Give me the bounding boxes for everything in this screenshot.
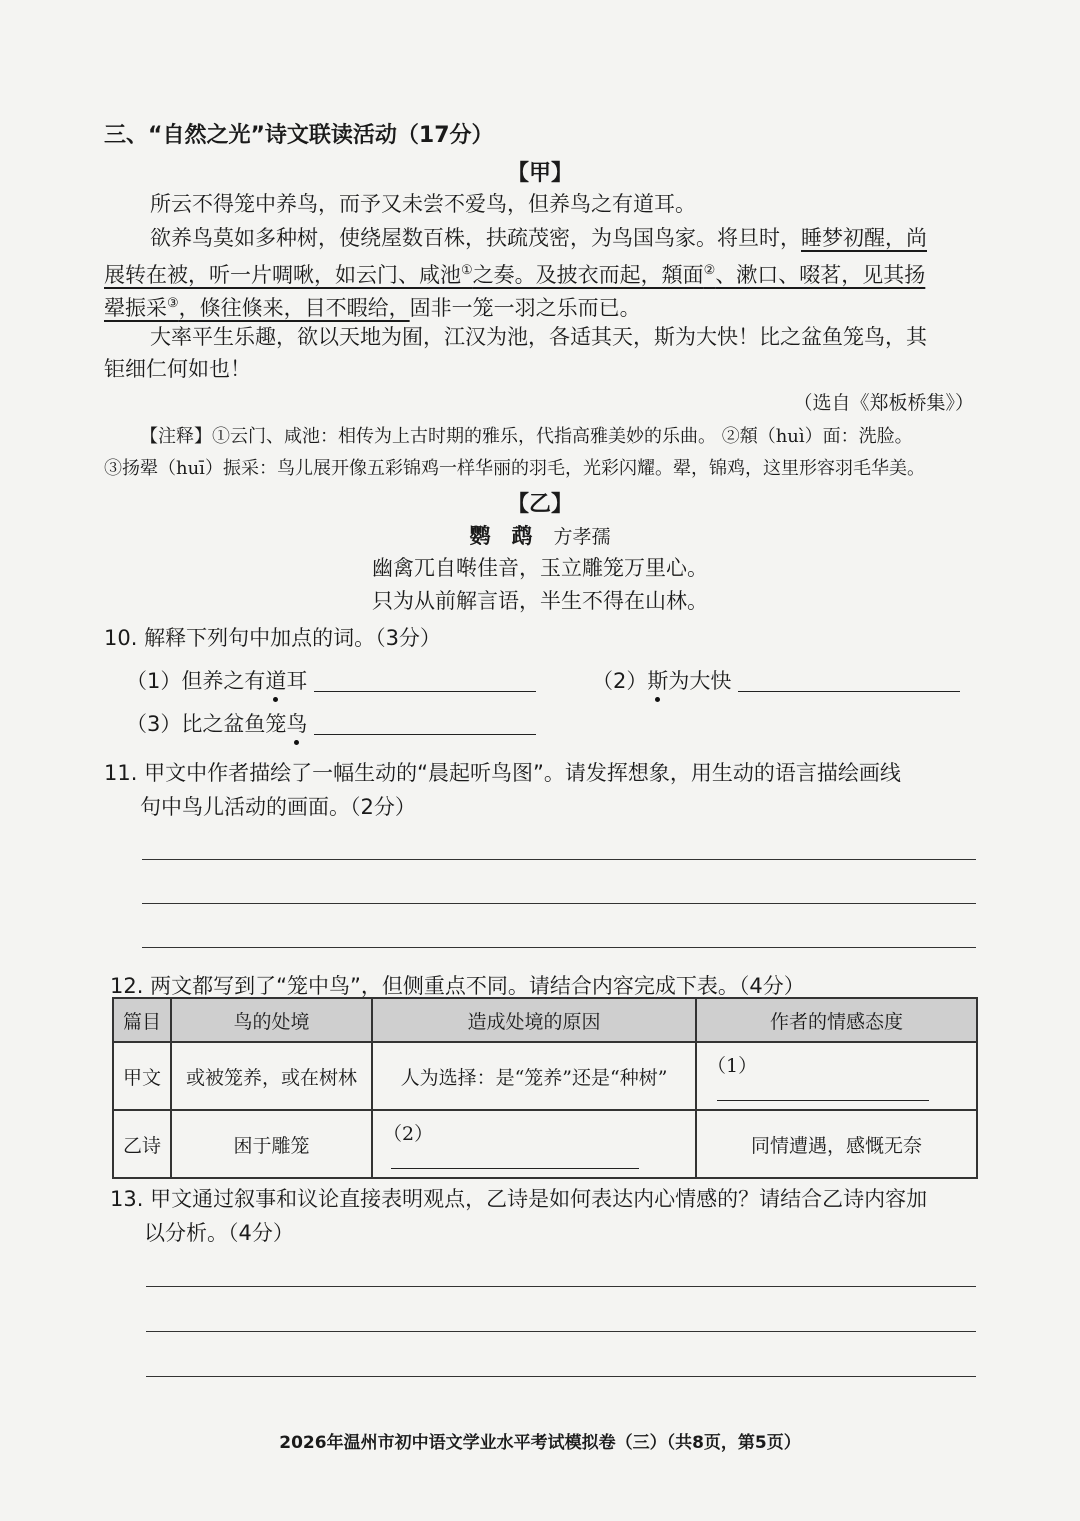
passage-a-p2-line1 [150, 221, 927, 255]
page-footer: 2026年温州市初中语文学业水平考试模拟卷（三）（共8页，第5页） [279, 1433, 801, 1453]
poem-author: 方孝孺 [553, 526, 611, 548]
underlined-sentence [104, 296, 410, 320]
poem-line-2: 只为从前解言语，半生不得在山林。 [372, 589, 708, 613]
q13-answer-line-3[interactable] [146, 1376, 976, 1377]
q10-item3 [126, 708, 536, 738]
poem-line-1: 幽禽兀自啭佳音，玉立雕笼万里心。 [372, 556, 708, 580]
underlined-sentence: 睡梦初醒，尚 [801, 226, 927, 250]
q13-stem-line1: 13. 甲文通过叙事和议论直接表明观点，乙诗是如何表达内心情感的？请结合乙诗内容加 [110, 1187, 928, 1211]
q11-stem-line2: 句中鸟儿活动的画面。（2分） [140, 795, 416, 819]
p2-l2-text: 展转在被，听一片啁啾，如云门、咸池 [104, 263, 461, 287]
annotation-line1: 【注释】①云门、咸池：相传为上古时期的雅乐，代指高雅美妙的乐曲。 ②頮（huì）面：洗脸。 [140, 426, 913, 447]
table-cell: 乙诗 [113, 1110, 171, 1178]
q13-answer-line-2[interactable] [146, 1331, 976, 1332]
q11-stem-line1: 11. 甲文中作者描绘了一幅生动的“晨起听鸟图”。请发挥想象，用生动的语言描绘画线 [104, 761, 901, 785]
q11-answer-line-3[interactable] [142, 947, 976, 948]
q13-answer-line-1[interactable] [146, 1286, 976, 1287]
p2-l3-text-b: ，倏往倏来，目不暇给， [178, 296, 410, 320]
q12-blank-1[interactable] [717, 1078, 929, 1101]
answer-label: （1） [707, 1054, 758, 1077]
passage-source: （选自《郑板桥集》） [793, 392, 974, 414]
q10-item1-text-b: 耳 [286, 669, 308, 693]
footnote-mark-2: ② [703, 263, 716, 278]
table-cell: 甲文 [113, 1042, 171, 1110]
dotted-word: 鸟 [286, 712, 308, 736]
table-cell: 人为选择：是“笼养”还是“种树” [372, 1042, 696, 1110]
passage-a-p1: 所云不得笼中养鸟，而予又未尝不爱鸟，但养鸟之有道耳。 [150, 192, 696, 216]
table-header: 鸟的处境 [171, 998, 372, 1042]
footnote-mark-1: ① [461, 263, 473, 278]
q10-item2-text-b: 为大快 [668, 669, 732, 693]
q10-item3-text: （3）比之盆鱼笼 [126, 712, 287, 736]
poem-b-heading: 【乙】 [506, 492, 573, 517]
table-header: 作者的情感态度 [696, 998, 977, 1042]
q10-item2-text: （2） [592, 669, 648, 693]
q10-item1-text: （1）但养之有 [126, 669, 266, 693]
table-cell: 或被笼养，或在树林 [171, 1042, 372, 1110]
dotted-word: 斯 [647, 669, 669, 693]
q10-item2 [592, 665, 960, 695]
p2-l1-text: 欲养鸟莫如多种树，使绕屋数百株，扶疏茂密，为鸟国鸟家。将旦时， [150, 226, 801, 250]
table-cell: 同情遭遇，感慨无奈 [696, 1110, 977, 1178]
q11-answer-line-2[interactable] [142, 903, 976, 904]
passage-a-heading: 【甲】 [506, 161, 573, 186]
underlined-sentence [104, 263, 925, 287]
answer-label: （2） [383, 1122, 434, 1145]
table-row [113, 1042, 977, 1110]
table-row [113, 1110, 977, 1178]
q10-blank-3[interactable] [314, 712, 536, 735]
q13-stem-line2: 以分析。（4分） [144, 1221, 294, 1245]
p2-l3-text-c: 固非一笼一羽之乐而已。 [409, 296, 641, 320]
table-header: 篇目 [113, 998, 171, 1042]
q10-blank-1[interactable] [314, 669, 536, 692]
q10-blank-2[interactable] [738, 669, 960, 692]
poem-title: 鹦 鹉 [469, 524, 533, 548]
table-cell: 困于雕笼 [171, 1110, 372, 1178]
table-cell-answer [696, 1042, 977, 1110]
section-title: 三、“自然之光”诗文联读活动（17分） [104, 123, 494, 148]
poem-title-line [0, 520, 1080, 550]
passage-a-p3-line2: 钜细仁何如也！ [104, 357, 251, 381]
passage-a-p3-line1: 大率平生乐趣，欲以天地为囿，江汉为池，各适其天，斯为大快！比之盆鱼笼鸟，其 [150, 325, 927, 349]
footnote-mark-3: ③ [167, 296, 179, 311]
q10-item1 [126, 665, 536, 695]
table-header: 造成处境的原因 [372, 998, 696, 1042]
q12-table [112, 997, 978, 1179]
p2-l3-text: 翚振采 [104, 296, 167, 320]
q12-blank-2[interactable] [391, 1146, 639, 1169]
p2-l2-text-c: 、漱口、啜茗，见其扬 [715, 263, 926, 287]
dotted-word: 道 [265, 669, 287, 693]
q11-answer-line-1[interactable] [142, 859, 976, 860]
q10-stem: 10. 解释下列句中加点的词。（3分） [104, 626, 441, 650]
p2-l2-text-b: 之奏。及披衣而起，頮面 [472, 263, 704, 287]
annotation-line2: ③扬翚（huī）振采：鸟儿展开像五彩锦鸡一样华丽的羽毛，光彩闪耀。翚，锦鸡，这里形容羽毛华美。 [104, 458, 925, 479]
q12-stem: 12. 两文都写到了“笼中鸟”，但侧重点不同。请结合内容完成下表。（4分） [110, 974, 805, 998]
table-cell-answer [372, 1110, 696, 1178]
table-header-row [113, 998, 977, 1042]
